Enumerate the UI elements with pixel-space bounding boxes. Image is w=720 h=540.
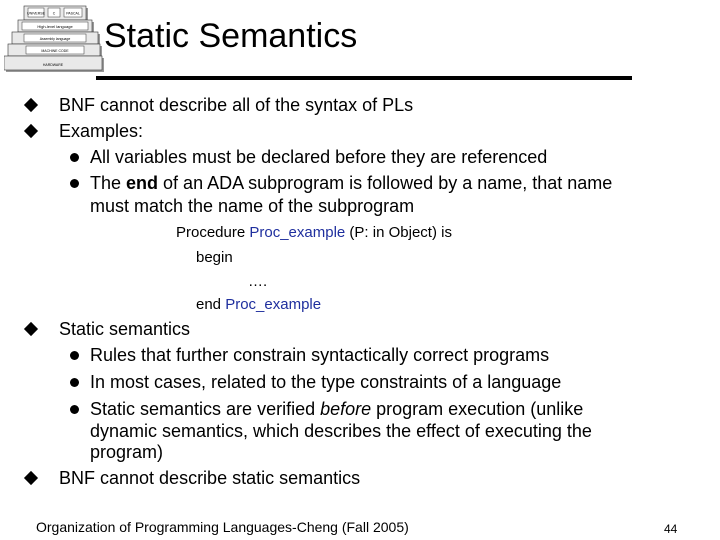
text-run: program execution (unlike: [371, 399, 584, 419]
code-line: [196, 295, 321, 315]
sub-bullet-text: All variables must be declared before they are referenced: [90, 147, 548, 167]
logo-text-pascal: PASCAL: [66, 11, 80, 16]
code-keyword: end: [196, 296, 226, 313]
sub-bullet-dot-icon: [70, 153, 79, 162]
sub-bullet-text-continuation: dynamic semantics, which describes the effect of executing the: [90, 421, 592, 441]
sub-bullet-dot-icon: [70, 179, 79, 188]
code-text: (P: in Object) is: [345, 224, 452, 241]
code-line: ….: [248, 273, 268, 290]
page-number: 44: [664, 522, 678, 536]
sub-bullet-text: Rules that further constrain syntactically correct programs: [90, 345, 550, 365]
footer-text: Organization of Programming Languages-Cheng (Fall 2005): [36, 519, 409, 535]
bullet-text: Static semantics: [59, 319, 191, 339]
sub-bullet-text: [90, 398, 583, 420]
title-underline: [96, 76, 632, 80]
code-keyword: Procedure: [176, 224, 250, 241]
logo-text-c: C: [52, 11, 56, 16]
slide-title: Static Semantics: [104, 17, 358, 55]
sub-bullet-text-continuation: program): [90, 442, 164, 462]
bullet-text: BNF cannot describe static semantics: [59, 468, 361, 488]
bullet-text: BNF cannot describe all of the syntax of PLs: [59, 95, 414, 115]
sub-bullet-dot-icon: [70, 405, 79, 414]
code-procedure-name: Proc_example: [249, 224, 346, 241]
sub-bullet-text-continuation: must match the name of the subprogram: [90, 196, 415, 216]
bullet-text: Examples:: [59, 121, 144, 141]
logo-text-highlevel: High-level language: [37, 24, 73, 29]
text-run: The: [90, 173, 127, 193]
text-run: Static semantics are verified: [90, 399, 321, 419]
sub-bullet-text: [90, 172, 612, 194]
keyword-end: end: [126, 173, 159, 193]
code-procedure-name: Proc_example: [225, 296, 322, 313]
logo-text-hardware: HARDWARE: [42, 63, 64, 67]
text-run: of an ADA subprogram is followed by a name, that name: [158, 173, 613, 193]
logo-text-assembly: Assembly language: [39, 37, 71, 41]
bullet-diamond-icon: [24, 124, 38, 138]
bullet-diamond-icon: [24, 98, 38, 112]
code-line: begin: [196, 249, 233, 266]
sub-bullet-dot-icon: [70, 378, 79, 387]
code-line: [176, 223, 452, 243]
sub-bullet-dot-icon: [70, 351, 79, 360]
bullet-diamond-icon: [24, 322, 38, 336]
emphasis-before: before: [320, 399, 372, 419]
sub-bullet-text: In most cases, related to the type constraints of a language: [90, 372, 562, 392]
logo-text-universe: UNIVERSE: [27, 11, 45, 16]
logo-text-machine: MACHINE CODE: [41, 49, 69, 53]
bullet-diamond-icon: [24, 471, 38, 485]
layers-logo: [4, 4, 104, 76]
